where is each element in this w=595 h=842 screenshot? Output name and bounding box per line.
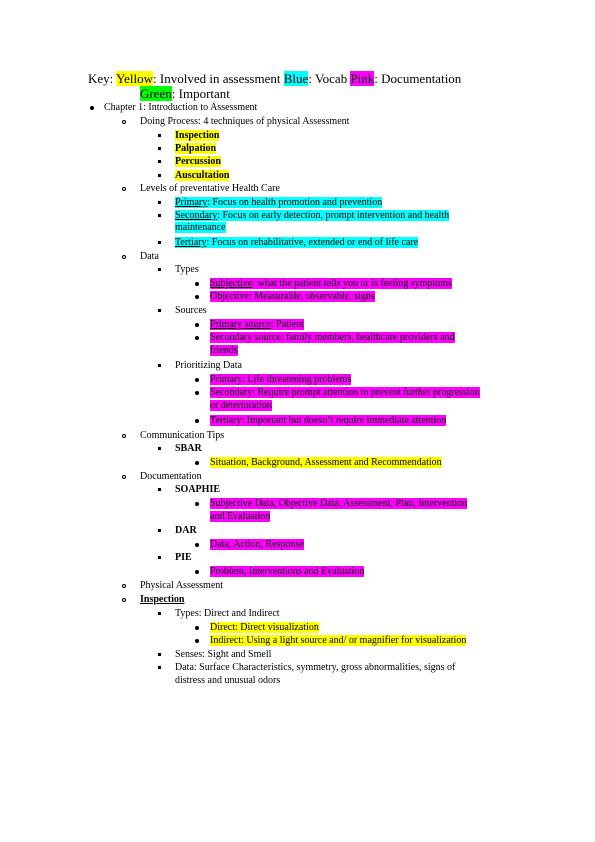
sbar-definition: Situation, Background, Assessment and Recommendation — [210, 457, 442, 468]
type-subjective: Subjective: what the patient tells you or is feeling symptoms — [210, 278, 452, 289]
source-secondary: Secondary source: family members, healthcare providers and — [210, 332, 455, 343]
levels-title: Levels of preventative Health Care — [140, 183, 280, 194]
bullet-square-icon — [158, 612, 161, 615]
inspection-senses: Senses: Sight and Smell — [175, 649, 272, 660]
bullet-square-icon — [158, 488, 161, 491]
key-blue-meaning: : Vocab — [308, 71, 348, 86]
source-secondary-cont: friends — [210, 345, 238, 356]
pie-definition: Problem, Interventions and Evaluation — [210, 566, 365, 577]
level-tertiary: Tertiary: Focus on rehabilitative, extended or end of life care — [175, 237, 419, 248]
inspection-types: Types: Direct and Indirect — [175, 608, 280, 619]
doing-process-title: Doing Process: 4 techniques of physical Assessment — [140, 116, 350, 127]
soaphie-definition: Subjective Data, Objective Data, Assessment, Plan, Intervention — [210, 498, 468, 509]
inspection-indirect: Indirect: Using a light source and/ or magnifier for visualization — [210, 635, 467, 646]
dar-definition: Data, Action, Response — [210, 539, 304, 550]
bullet-square-icon — [158, 529, 161, 532]
level-secondary: Secondary: Focus on early detection, prompt intervention and health — [175, 210, 450, 221]
bullet-ring-icon — [122, 598, 126, 602]
data-title: Data — [140, 251, 159, 262]
bullet-square-icon — [158, 174, 161, 177]
inspection-title: Inspection — [140, 594, 185, 605]
dar-label: DAR — [175, 525, 197, 536]
bullet-square-icon — [158, 653, 161, 656]
key-yellow: Yellow — [116, 71, 154, 86]
bullet-square-icon — [158, 309, 161, 312]
bullet-square-icon — [158, 556, 161, 559]
key-pink: Pink — [350, 71, 375, 86]
bullet-square-icon — [158, 364, 161, 367]
bullet-square-icon — [158, 447, 161, 450]
bullet-dot-icon — [195, 626, 199, 630]
bullet-square-icon — [158, 666, 161, 669]
physical-assessment-title: Physical Assessment — [140, 580, 224, 591]
bullet-dot-icon — [195, 570, 199, 574]
prioritizing-title: Prioritizing Data — [175, 360, 242, 371]
bullet-dot-icon — [195, 461, 199, 465]
key-pink-meaning: : Documentation — [374, 71, 462, 86]
bullet-dot-icon — [90, 106, 94, 110]
bullet-ring-icon — [122, 584, 126, 588]
level-secondary-cont: maintenance — [175, 222, 226, 233]
soaphie-text: SOAPHIE — [175, 484, 221, 495]
technique-percussion: Percussion — [175, 156, 221, 167]
key-yellow-meaning: : Involved in assessment — [153, 71, 281, 86]
bullet-dot-icon — [195, 295, 199, 299]
documentation-title: Documentation — [140, 471, 202, 482]
bullet-ring-icon — [122, 475, 126, 479]
level-primary: Primary: Focus on health promotion and prevention — [175, 197, 383, 208]
sources-title: Sources — [175, 305, 207, 316]
bullet-square-icon — [158, 268, 161, 271]
prio-primary: Primary: Life threatening problems — [210, 374, 352, 385]
bullet-dot-icon — [195, 391, 199, 395]
bullet-ring-icon — [122, 187, 126, 191]
bullet-square-icon — [158, 214, 161, 217]
inspection-direct: Direct: Direct visualization — [210, 622, 319, 633]
bullet-ring-icon — [122, 120, 126, 124]
sbar-label: SBAR — [175, 443, 202, 454]
technique-auscultation: Auscultation — [175, 170, 230, 181]
communication-title: Communication Tips — [140, 430, 225, 441]
bullet-dot-icon — [195, 282, 199, 286]
bullet-square-icon — [158, 147, 161, 150]
pie-label: PIE — [175, 552, 192, 563]
types-title: Types — [175, 264, 199, 275]
key-green: Green — [140, 86, 172, 101]
bullet-dot-icon — [195, 323, 199, 327]
chapter-title: Chapter 1: Introduction to Assessment — [104, 102, 258, 113]
bullet-ring-icon — [122, 255, 126, 259]
prio-tertiary: Tertiary: Important but doesn’t require immediate attention — [210, 415, 447, 426]
bullet-dot-icon — [195, 419, 199, 423]
source-primary: Primary source: Patient — [210, 319, 304, 330]
inspection-data: Data: Surface Characteristics, symmetry, gross abnormalities, signs of — [175, 662, 456, 673]
prio-secondary: Secondary: Require prompt attention to prevent further progression — [210, 387, 480, 398]
key-line — [88, 71, 461, 86]
bullet-dot-icon — [195, 336, 199, 340]
bullet-square-icon — [158, 241, 161, 244]
bullet-ring-icon — [122, 434, 126, 438]
bullet-dot-icon — [195, 502, 199, 506]
soaphie-definition-cont: and Evaluation — [210, 511, 271, 522]
bullet-dot-icon — [195, 378, 199, 382]
bullet-dot-icon — [195, 639, 199, 643]
type-objective: Objective: Measurable, observable, signs — [210, 291, 375, 302]
key-blue: Blue — [283, 71, 309, 86]
bullet-square-icon — [158, 134, 161, 137]
technique-inspection: Inspection — [175, 130, 220, 141]
inspection-data-cont: distress and unusual odors — [175, 675, 281, 686]
prio-secondary-cont: or deterioration — [210, 400, 272, 411]
technique-palpation: Palpation — [175, 143, 217, 154]
key-green-meaning: : Important — [171, 86, 230, 101]
key-label: Key: — [88, 71, 114, 86]
bullet-square-icon — [158, 201, 161, 204]
bullet-dot-icon — [195, 543, 199, 547]
key-line-2 — [140, 86, 230, 101]
bullet-square-icon — [158, 160, 161, 163]
